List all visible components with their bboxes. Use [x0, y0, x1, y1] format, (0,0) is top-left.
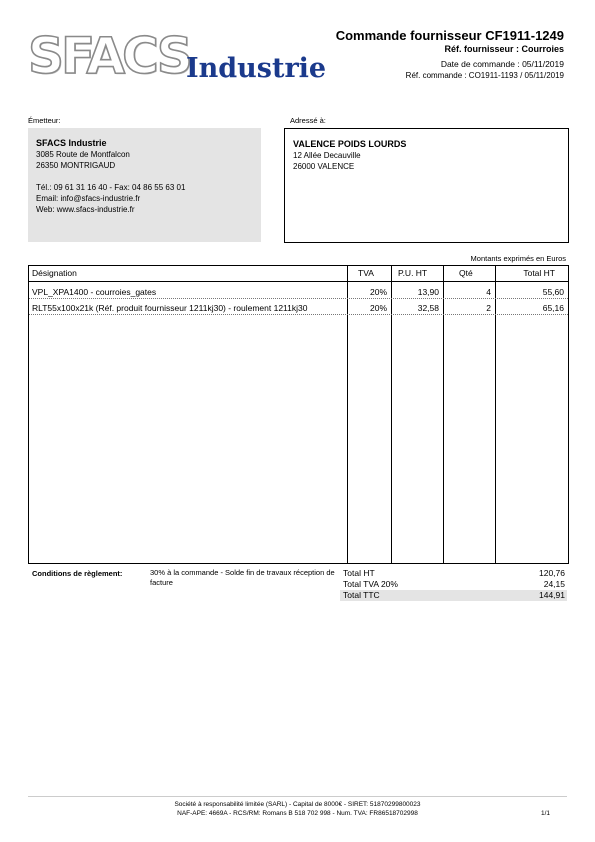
sender-label: Émetteur: — [28, 116, 61, 125]
row-unit-price: 13,90 — [417, 287, 439, 297]
row-quantity: 2 — [486, 303, 491, 313]
order-lines-table — [28, 265, 569, 564]
row-tva: 20% — [369, 287, 387, 297]
payment-conditions-text: 30% à la commande - Solde fin de travaux réception de facture — [150, 568, 335, 587]
recipient-address-line2: 26000 VALENCE — [293, 162, 355, 171]
total-tva-row — [340, 579, 567, 590]
total-ht-row — [340, 568, 567, 579]
total-ht-label: Total HT — [343, 568, 375, 578]
row-quantity: 4 — [486, 287, 491, 297]
row-designation: VPL_XPA1400 - courroies_gates — [32, 287, 157, 297]
company-logo — [28, 27, 328, 85]
sender-address-line2: 26350 MONTRIGAUD — [36, 161, 116, 170]
sender-phone: Tél.: 09 61 31 16 40 - Fax: 04 86 55 63 01 — [36, 183, 186, 192]
table-row — [29, 283, 568, 299]
logo-sub-text: Industrie — [186, 53, 327, 84]
table-row — [29, 299, 568, 315]
document-title: Commande fournisseur CF1911-1249 — [335, 28, 564, 43]
currency-note: Montants exprimés en Euros — [470, 254, 566, 263]
total-ttc-label: Total TTC — [343, 590, 380, 600]
page-number: 1/1 — [540, 810, 550, 817]
order-date: Date de commande : 05/11/2019 — [440, 59, 564, 69]
payment-conditions-label: Conditions de règlement: — [32, 569, 123, 578]
header-total: Total HT — [523, 268, 555, 278]
header-quantity: Qté — [459, 268, 473, 278]
footer-legal-line1: Société à responsabilité limitée (SARL) - Capital de 8000€ - SIRET: 51870299800023 — [174, 801, 421, 808]
sender-web: Web: www.sfacs-industrie.fr — [36, 205, 135, 214]
recipient-block — [284, 128, 569, 243]
sender-name: SFACS Industrie — [36, 138, 107, 148]
total-ht-value: 120,76 — [539, 568, 565, 578]
total-tva-value: 24,15 — [543, 579, 565, 589]
recipient-label: Adressé à: — [290, 116, 326, 125]
recipient-address-line1: 12 Allée Decauville — [293, 151, 361, 160]
recipient-name: VALENCE POIDS LOURDS — [293, 139, 407, 149]
header-tva: TVA — [358, 268, 374, 278]
supplier-reference: Réf. fournisseur : Courroies — [444, 44, 564, 54]
logo-main-text: SFACS — [28, 27, 190, 85]
row-designation: RLT55x100x21k (Réf. produit fournisseur 1211kj30) - roulement 1211kj30 — [32, 303, 308, 313]
row-total: 65,16 — [542, 303, 564, 313]
order-reference: Réf. commande : CO1911-1193 / 05/11/2019 — [405, 71, 564, 80]
row-total: 55,60 — [542, 287, 564, 297]
sender-block — [28, 128, 261, 242]
footer-divider — [28, 796, 567, 797]
total-ttc-row — [340, 590, 567, 601]
header-unit-price: P.U. HT — [398, 268, 428, 278]
total-tva-label: Total TVA 20% — [343, 579, 398, 589]
sender-email: Email: info@sfacs-industrie.fr — [36, 194, 141, 203]
sender-address-line1: 3085 Route de Montfalcon — [36, 150, 130, 159]
row-tva: 20% — [369, 303, 387, 313]
header-designation: Désignation — [32, 268, 77, 278]
footer-legal-line2: NAF-APE: 4669A - RCS/RM: Romans B 518 702 998 - Num. TVA: FR86518702998 — [177, 810, 418, 817]
total-ttc-value: 144,91 — [539, 590, 565, 600]
row-unit-price: 32,58 — [417, 303, 439, 313]
